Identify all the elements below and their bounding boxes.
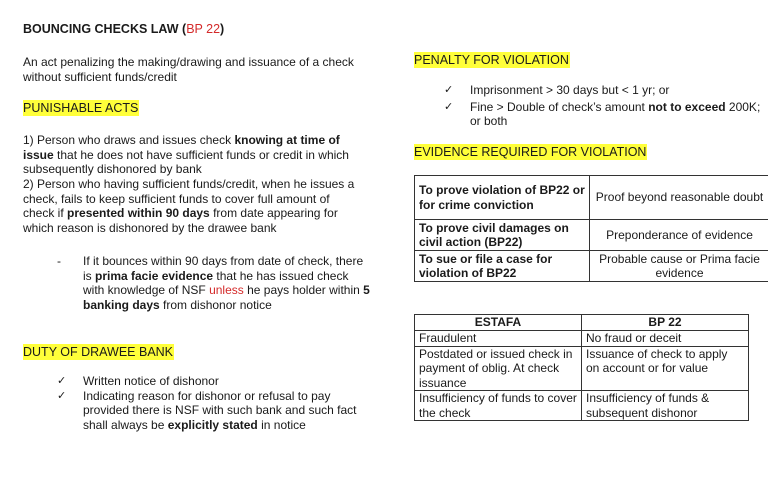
- evidence-table: [414, 175, 768, 282]
- penalty-label: PENALTY FOR VIOLATION: [414, 53, 569, 67]
- table-cell: Issuance of check to apply on account or for value: [582, 346, 749, 391]
- evidence-heading: [414, 144, 647, 160]
- penalty-list: [444, 83, 768, 129]
- punishable-item-1: [23, 133, 363, 177]
- bold-run: explicitly stated: [167, 417, 258, 432]
- text-run: he pays holder within: [243, 283, 364, 297]
- estafa-vs-bp22-table: [414, 314, 749, 421]
- punishable-item-2: [23, 177, 363, 235]
- table-cell: No fraud or deceit: [582, 331, 749, 347]
- title-code: BP 22: [186, 22, 221, 36]
- check-icon: ✓: [57, 375, 67, 387]
- table-cell: Preponderance of evidence: [590, 220, 768, 251]
- bold-run: prima facie evidence: [95, 268, 214, 283]
- column-header: ESTAFA: [415, 315, 582, 331]
- table-header-row: [415, 315, 749, 331]
- bold-run: not to exceed: [648, 99, 726, 114]
- punishable-acts-label: PUNISHABLE ACTS: [23, 101, 139, 115]
- table-cell: Insufficiency of funds to cover the check: [415, 391, 582, 421]
- text-run: If it bounces within 90 days from date of check, there is: [83, 254, 364, 283]
- table-row: [415, 176, 768, 220]
- table-cell: Proof beyond reasonable doubt: [590, 176, 768, 220]
- column-header: BP 22: [582, 315, 749, 331]
- list-item: [57, 389, 362, 433]
- list-item: [57, 374, 362, 389]
- text-run: in notice: [257, 417, 306, 432]
- penalty-heading: [414, 52, 570, 68]
- punishable-sub-note: [57, 254, 373, 312]
- dash-bullet: -: [57, 254, 61, 268]
- text-run: 200K; or both: [470, 99, 761, 128]
- list-item: [444, 100, 768, 129]
- text-run: Written notice of dishonor: [83, 374, 219, 388]
- bold-run: 5 banking days: [83, 283, 370, 312]
- check-icon: ✓: [444, 100, 454, 113]
- text-run: 1) Person who draws and issues check: [23, 133, 235, 147]
- text-run: Indicating reason for dishonor or refusal to pay provided there is NSF with such bank and such fact shall always be: [83, 388, 357, 432]
- table-cell: To prove violation of BP22 or for crime conviction: [415, 176, 590, 220]
- drawee-duties-list: [57, 374, 362, 432]
- check-icon: ✓: [57, 389, 67, 402]
- table-cell: Insufficiency of funds & subsequent dishonor: [582, 391, 749, 421]
- drawee-bank-heading: [23, 344, 174, 360]
- table-row: [415, 331, 749, 347]
- table-row: [415, 251, 768, 282]
- text-run: that he does not have sufficient funds or credit in which subsequently dishonored by bank: [23, 147, 349, 176]
- check-icon: ✓: [444, 84, 454, 96]
- text-run: that he has issued check with knowledge of NSF: [83, 268, 349, 297]
- definition-text: An act penalizing the making/drawing and issuance of a check without sufficient funds/credit: [23, 55, 354, 84]
- list-item: [444, 83, 768, 98]
- text-run: Fine > Double of check’s amount: [470, 99, 649, 114]
- text-run: from dishonor notice: [159, 297, 272, 312]
- table-cell: To sue or file a case for violation of BP22: [415, 251, 590, 282]
- bold-run: presented within 90 days: [67, 206, 210, 220]
- drawee-bank-label: DUTY OF DRAWEE BANK: [23, 345, 174, 359]
- title-text: BOUNCING CHECKS LAW: [23, 22, 179, 36]
- bold-run: knowing at time of issue: [23, 133, 340, 162]
- text-run: 2) Person who having sufficient funds/credit, when he issues a check, fails to keep sufficient funds to cover full amount of check if: [23, 177, 355, 220]
- document-title: BOUNCING CHECKS LAW (BP 22): [23, 22, 225, 36]
- text-run: from date appearing for which reason is dishonored by the drawee bank: [23, 206, 338, 235]
- evidence-label: EVIDENCE REQUIRED FOR VIOLATION: [414, 145, 647, 159]
- table-cell: Probable cause or Prima facie evidence: [590, 251, 768, 282]
- sub-note-text: [83, 254, 373, 312]
- table-row: [415, 391, 749, 421]
- table-cell: Postdated or issued check in payment of oblig. At check issuance: [415, 346, 582, 391]
- punishable-acts-heading: [23, 100, 139, 116]
- table-row: [415, 220, 768, 251]
- table-cell: To prove civil damages on civil action (BP22): [415, 220, 590, 251]
- red-run: unless: [209, 283, 244, 297]
- table-cell: Fraudulent: [415, 331, 582, 347]
- table-row: [415, 346, 749, 391]
- text-run: Imprisonment > 30 days but < 1 yr; or: [470, 83, 670, 97]
